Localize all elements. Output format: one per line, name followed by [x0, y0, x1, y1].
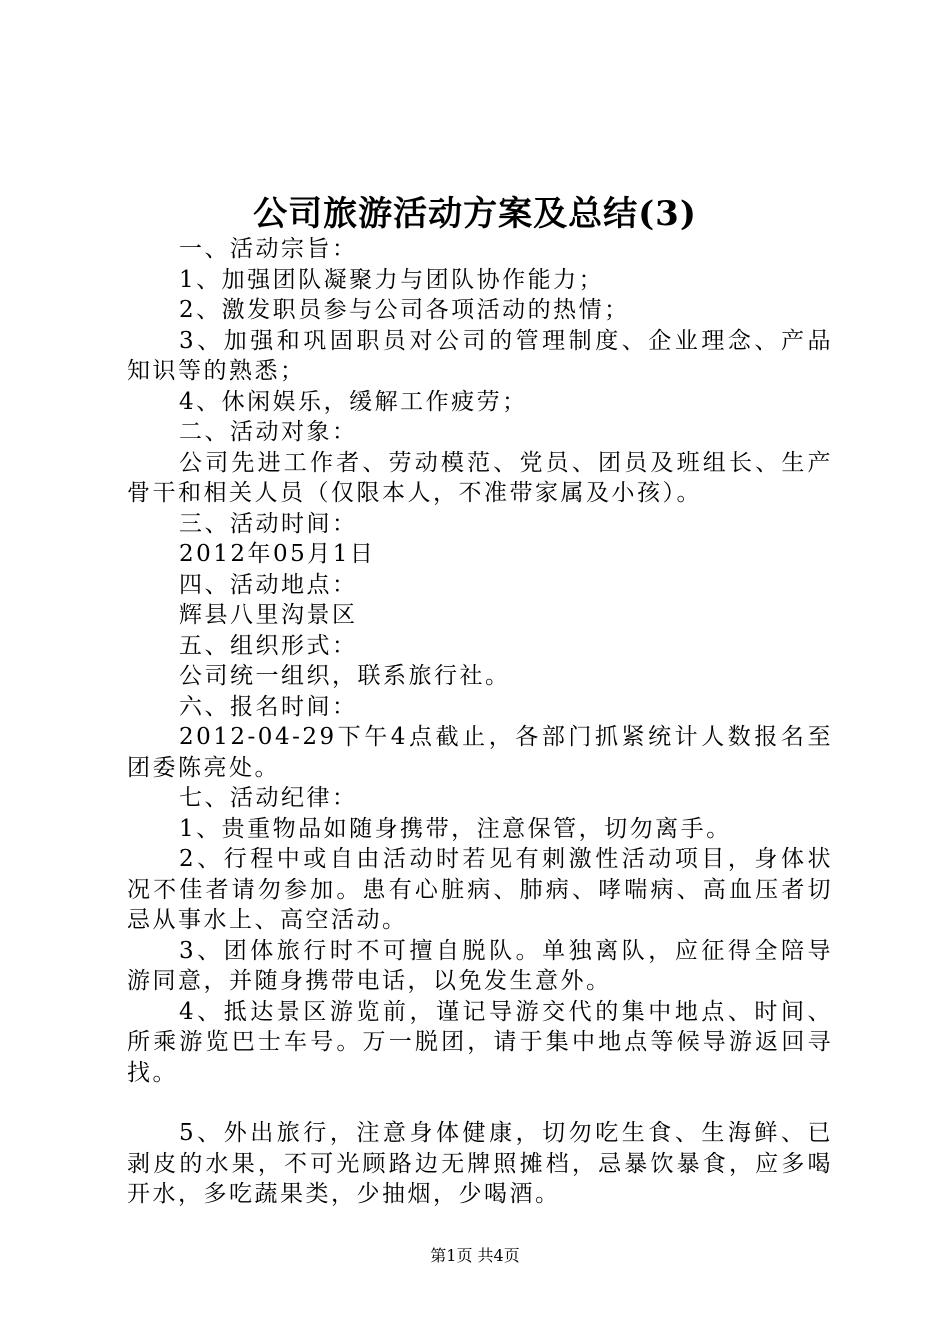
paragraph: 2、激发职员参与公司各项活动的热情； [179, 297, 630, 323]
paragraph: 4、抵达景区游览前，谨记导游交代的集中地点、时间、所乘游览巴士车号。万一脱团，请于集中地点等候导游返回寻找。 [127, 998, 833, 1086]
paragraph: 公司统一组织，联系旅行社。 [179, 663, 511, 689]
paragraph: 公司先进工作者、劳动模范、党员、团员及班组长、生产骨干和相关人员（仅限本人，不准带家属及小孩）。 [127, 449, 833, 506]
paragraph: 2012年05月1日 [179, 541, 376, 567]
paragraph: 2012-04-29下午4点截止，各部门抓紧统计人数报名至团委陈亮处。 [127, 724, 833, 781]
section-heading: 一、活动宗旨： [179, 236, 358, 262]
section-heading: 六、报名时间： [179, 693, 358, 720]
section-heading: 五、组织形式： [179, 632, 358, 659]
spacer [127, 1088, 833, 1118]
document-body [127, 234, 833, 1210]
section-heading: 二、活动对象： [179, 419, 358, 445]
document-title: 公司旅游活动方案及总结(3) [253, 194, 697, 234]
paragraph: 3、加强和巩固职员对公司的管理制度、企业理念、产品知识等的熟悉； [127, 327, 833, 384]
paragraph: 1、贵重物品如随身携带，注意保管，切勿离手。 [179, 815, 732, 842]
section-heading: 七、活动纪律： [179, 785, 358, 811]
page-footer: 第1页 共4页 [430, 1246, 520, 1265]
paragraph: 4、休闲娱乐，缓解工作疲劳； [179, 388, 528, 415]
section-heading: 四、活动地点： [179, 571, 358, 598]
section-heading: 三、活动时间： [179, 510, 358, 537]
paragraph: 3、团体旅行时不可擅自脱队。单独离队，应征得全陪导游同意，并随身携带电话，以免发生意外。 [127, 937, 833, 994]
paragraph: 2、行程中或自由活动时若见有刺激性活动项目，身体状况不佳者请勿参加。患有心脏病、肺病、哮喘病、高血压者切忌从事水上、高空活动。 [127, 846, 833, 933]
paragraph: 1、加强团队凝聚力与团队协作能力； [179, 266, 605, 293]
paragraph: 5、外出旅行，注意身体健康，切勿吃生食、生海鲜、已剥皮的水果，不可光顾路边无牌照摊档，忌暴饮暴食，应多喝开水，多吃蔬果类，少抽烟，少喝酒。 [127, 1120, 833, 1207]
paragraph: 辉县八里沟景区 [179, 602, 358, 628]
